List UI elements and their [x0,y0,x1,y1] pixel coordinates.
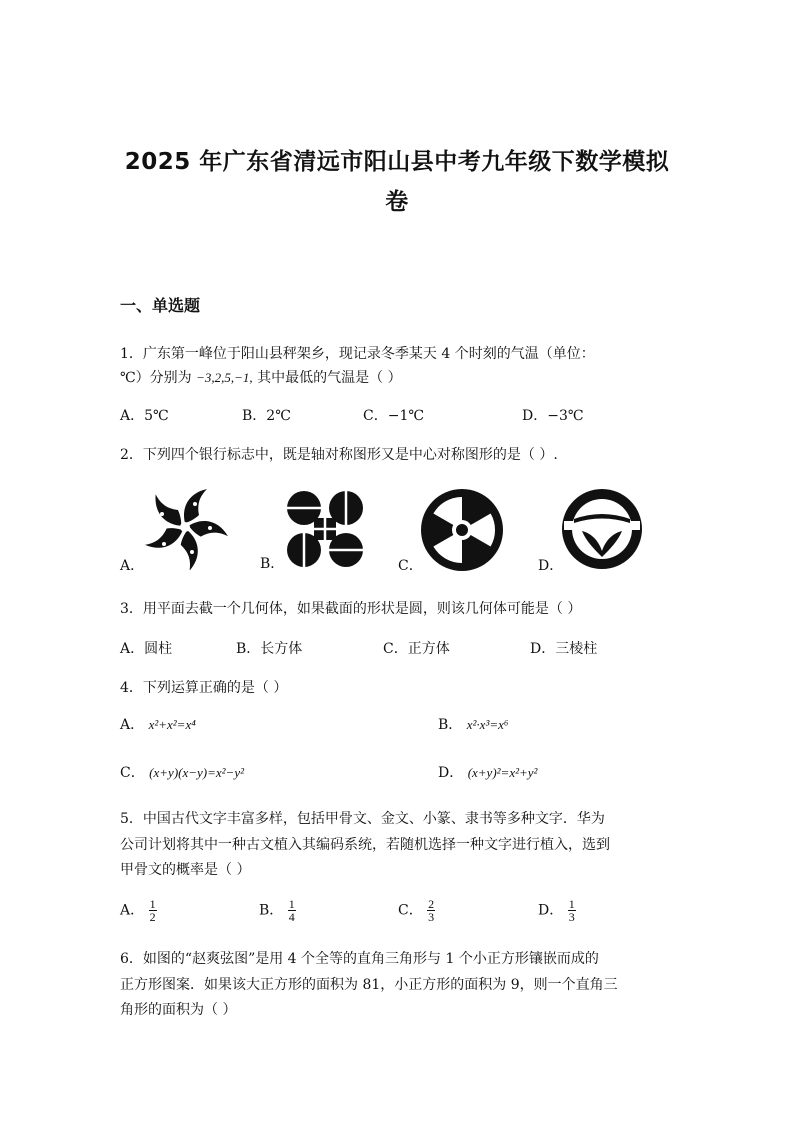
q2-option-a-label[interactable]: A． [120,558,145,574]
q5-b-denominator: 4 [288,910,295,924]
q4-option-c-label: C． [120,765,145,781]
q3-option-a[interactable]: A．圆柱 [120,641,173,657]
q4-option-a-expr: x²+x²=x⁴ [148,717,196,732]
ring-emblem-logo-icon[interactable] [560,487,644,571]
q4-option-c-expr: (x+y)(x−y)=x²−y² [149,765,244,780]
q4-option-d-expr: (x+y)²=x²+y² [467,765,538,780]
q5-d-denominator: 3 [568,910,575,924]
q5-option-c-fraction [427,898,435,923]
q5-c-denominator: 3 [428,910,435,924]
q5-b-numerator: 1 [288,897,295,911]
q2-option-c-label[interactable]: C． [398,558,423,574]
q5-d-numerator: 1 [568,897,575,911]
q2-option-b-label[interactable]: B． [260,556,285,572]
q5-option-a-label: A． [120,902,145,919]
q1-option-c[interactable]: C．−1℃ [363,408,425,424]
q5-option-a-fraction [149,898,157,923]
q5-option-b-fraction [288,898,296,923]
q3-option-c[interactable]: C．正方体 [383,641,450,657]
q6-stem-line2: 正方形图案．如果该大正方形的面积为 81，小正方形的面积为 9，则一个直角三 [120,977,618,993]
q5-option-c-label: C． [398,902,423,919]
q3-option-b[interactable]: B．长方体 [236,641,303,657]
q1-stem-line2 [120,367,402,387]
q5-a-denominator: 2 [149,910,156,924]
trefoil-logo-icon[interactable] [419,487,505,573]
q5-stem-line2: 公司计划将其中一种古文植入其编码系统，若随机选择一种文字进行植入，选到 [120,837,610,853]
q4-option-b-label: B． [438,717,463,733]
q1-unit-text: ℃）分别为 [120,370,192,386]
section-heading: 一、单选题 [120,296,201,315]
q5-option-c[interactable] [398,898,435,923]
q5-option-b[interactable] [259,898,296,923]
q3-option-d[interactable]: D．三棱柱 [530,641,598,657]
exam-title-line2: 卷 [385,189,409,215]
q4-option-d-label: D． [438,765,464,781]
q5-option-b-label: B． [259,902,284,919]
q6-stem-line3: 角形的面积为（ ） [120,1002,237,1018]
q2-stem: 2．下列四个银行标志中，既是轴对称图形又是中心对称图形的是（ ）. [120,447,558,463]
q1-values: −3,2,5,−1, [196,370,253,385]
q4-option-c[interactable] [120,762,244,782]
q5-stem-line1: 5．中国古代文字丰富多样，包括甲骨文、金文、小篆、隶书等多种文字．华为 [120,811,605,827]
q4-option-b[interactable] [438,714,508,734]
q4-stem: 4．下列运算正确的是（ ） [120,680,288,696]
q5-option-d-fraction [568,898,576,923]
q5-option-d-label: D． [538,902,564,919]
q2-option-d-label[interactable]: D． [538,558,564,574]
q1-option-a[interactable]: A．5℃ [120,408,169,424]
q4-option-a-label: A． [120,717,145,733]
q5-a-numerator: 1 [149,897,156,911]
exam-title-line1: 2025 年广东省清远市阳山县中考九年级下数学模拟 [124,149,670,175]
q3-stem: 3．用平面去截一个几何体，如果截面的形状是圆，则该几何体可能是（ ） [120,601,582,617]
q5-c-numerator: 2 [428,897,435,911]
q1-option-b[interactable]: B．2℃ [242,408,291,424]
q6-stem-line1: 6．如图的“赵爽弦图”是用 4 个全等的直角三角形与 1 个小正方形镶嵌而成的 [120,951,599,967]
q5-option-d[interactable] [538,898,576,923]
q1-question-text: 其中最低的气温是（ ） [257,370,402,386]
coin-pattern-logo-icon[interactable] [284,488,366,570]
bauhinia-logo-icon[interactable] [140,484,230,570]
q4-option-b-expr: x²·x³=x⁶ [466,717,509,732]
q4-option-a[interactable] [120,714,196,734]
q1-option-d[interactable]: D．−3℃ [522,408,584,424]
q5-stem-line3: 甲骨文的概率是（ ） [120,862,251,878]
q1-stem-line1: 1．广东第一峰位于阳山县秤架乡，现记录冬季某天 4 个时刻的气温（单位： [120,346,595,362]
q5-option-a[interactable] [120,898,157,923]
q4-option-d[interactable] [438,762,537,782]
